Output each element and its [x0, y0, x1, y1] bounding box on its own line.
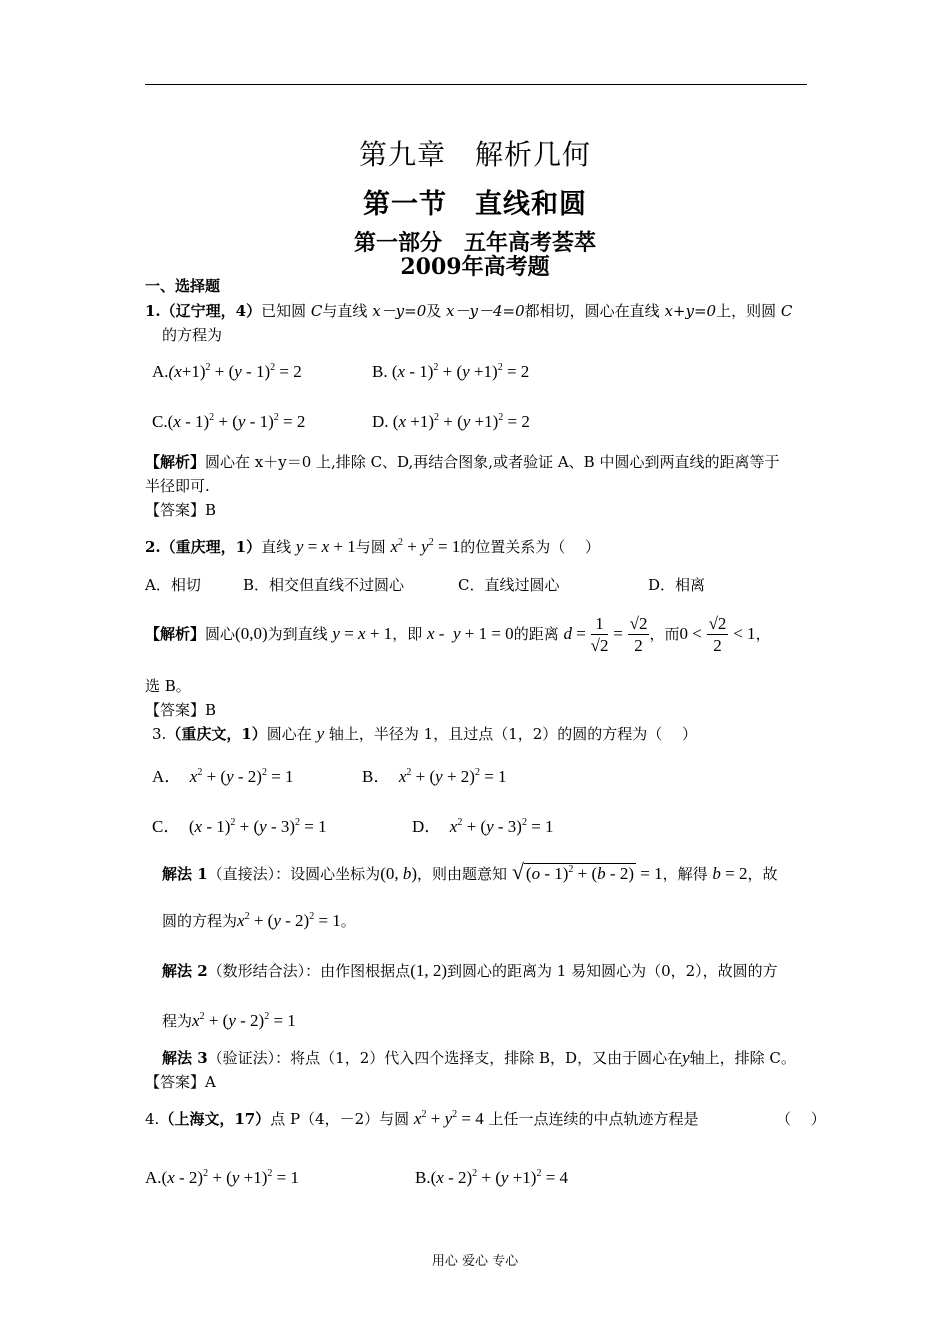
analysis-text: 为到直线 [267, 625, 328, 643]
q1-line-eq: x－y=0 [372, 302, 427, 320]
page-footer: 用心 爱心 专心 [431, 1254, 519, 1269]
q4-stem: 4.（上海文，17）点 P（4，－2）与圆 $x^2 + y^2 = 4$ 上任一点连续的中点轨迹方程是 [145, 1109, 699, 1128]
q1-option-b: B. $(x - 1)^2 + (y +1)^2 = 2$ [372, 362, 530, 381]
q3-var: y [316, 724, 325, 743]
q3-option-a: A． $x^2 + (y - 2)^2 = 1$ [152, 767, 294, 786]
q3-stem [152, 723, 697, 745]
q4-paren: （ ） [776, 1110, 826, 1128]
method-text: 。 [340, 912, 356, 930]
q2-frac-3: $\frac{√2}{2}$ [708, 613, 727, 655]
q2-option-d: D．相离 [648, 576, 706, 594]
q1-analysis-line1 [145, 451, 779, 473]
option-label: C． [152, 817, 181, 836]
method-text: 程为 [162, 1012, 193, 1030]
q2-frac-2: $\frac{√2}{2}$ [629, 613, 648, 655]
q4-number: 4. [145, 1110, 160, 1128]
q1-option-c: C.(x - 1)$^2$ + (y - 1)$^2$ = 2 [152, 412, 306, 431]
analysis-tag: 【解析】 [145, 625, 206, 643]
analysis-tag: 【解析】 [145, 453, 206, 471]
q1-text: 都相切，圆心在直线 [524, 302, 660, 320]
q4-option-b: $B.(x - 2)^2 + (y +1)^2 = 4$ [415, 1168, 569, 1187]
q3-number: 3. [152, 725, 167, 743]
q2-option-a: A．相切 [145, 576, 201, 594]
q1-text: 上，则圆 [716, 302, 777, 320]
q4-option-a: $A.(x - 2)^2 + (y +1)^2 = 1$ [145, 1168, 299, 1187]
analysis-text: 的距离 [513, 625, 559, 643]
q1-var: C [310, 302, 323, 320]
chapter-title: 第九章 解析几何 [358, 138, 591, 171]
q4-source: （上海文，17） [159, 1110, 271, 1128]
option-label: B. [372, 362, 388, 381]
method-text: （验证法）：将点（1，2）代入四个选择支，排除 B，D，又由于圆心在 [207, 1049, 683, 1067]
section-heading-choice: 一、选择题 [145, 277, 221, 295]
q2-text: 与圆 [355, 538, 386, 556]
q2-ineq: < 1 [733, 624, 756, 643]
q2-ineq: 0 < [679, 624, 702, 643]
q2-analysis: 【解析】圆心(0,0)为到直线 y = x + 1，即 x - y + 1 = 0的距离 d = $\frac{1}{√2}$ = $\frac{√2}{2}$ ，而0 < $\frac{√2}{2}$ < 1， [145, 613, 771, 655]
q1-stem-line2: 的方程为 [162, 326, 223, 344]
q2-option-c: C．直线过圆心 [458, 576, 560, 594]
q1-answer: 【答案】B [145, 501, 217, 519]
q2-frac-1: $\frac{1}{√2}$ [590, 613, 609, 655]
method-text: ，则由题意知 [417, 865, 508, 883]
q4-text: 点 P（4，－2）与圆 [270, 1110, 410, 1128]
q1-line-eq: x+y=0 [664, 302, 717, 320]
q3-answer: 【答案】A [145, 1073, 216, 1091]
q3-point: (1, 2) [410, 961, 448, 980]
q1-source: （辽宁理，4） [160, 302, 262, 320]
equals: = [613, 624, 623, 643]
q3-text: 圆心在 [266, 725, 312, 743]
q3-text: 轴上，半径为 1，且过点（1，2）的圆的方程为（ ） [328, 725, 698, 743]
header-rule [145, 84, 807, 85]
q4-text: 上任一点连续的中点轨迹方程是 [488, 1110, 699, 1128]
option-label: B. [415, 1168, 431, 1187]
analysis-text: 圆心在 x＋y＝0 上,排除 C、D,再结合图象,或者验证 A、B 中圆心到两直线的距离等于 [205, 453, 780, 471]
q3-option-c: C． (x - 1)$^2$ + (y - 3)$^2$ = 1 [152, 817, 327, 836]
option-label: D． [412, 817, 442, 836]
option-label: B． [362, 767, 391, 786]
method-tag: 解法 2 [162, 962, 208, 980]
q3-method2-line1 [162, 960, 778, 982]
q2-choose: 选 B。 [145, 677, 191, 695]
q3-var: y [682, 1048, 690, 1067]
method-text: （直接法）：设圆心坐标为 [207, 865, 381, 883]
option-label: C. [152, 412, 168, 431]
q1-text: 与直线 [322, 302, 368, 320]
year-title: 2009年高考题 [400, 254, 550, 280]
q3-option-d: D． $x^2 + (y - 3)^2 = 1$ [412, 817, 554, 836]
q1-line-eq: x－y－4=0 [446, 302, 525, 320]
part-title: 第一部分 五年高考荟萃 [353, 230, 596, 256]
analysis-text: 圆心 [205, 625, 236, 643]
q2-answer: 【答案】B [145, 701, 217, 719]
method-tag: 解法 1 [162, 865, 208, 883]
q1-text: 已知圆 [261, 302, 307, 320]
method-text: 到圆心的距离为 1 易知圆心为（0，2），故圆的方 [447, 962, 778, 980]
q2-source: （重庆理，1） [160, 538, 262, 556]
q1-analysis-line2: 半径即可. [145, 477, 210, 495]
method-text: ，故 [747, 865, 778, 883]
q3-source: （重庆文，1） [166, 725, 267, 743]
q2-stem: 2.（重庆理，1）直线 y = x + 1与圆 $x^2 + y^2 = 1$的位置关系为（ ） [145, 537, 601, 556]
analysis-text: ，而 [649, 625, 680, 643]
q3-method1-line1: 解法 1（直接法）：设圆心坐标为(0, b)，则由题意知 √ (o - 1)$^2$ + (b - 2) = 1，解得 b = 2，故 [162, 859, 778, 884]
q3-method1-line2: 圆的方程为$x^2 + (y - 2)^2 = 1$。 [162, 911, 356, 930]
method-text: ，解得 [662, 865, 708, 883]
q3-method2-line2: 程为$x^2 + (y - 2)^2 = 1$ [162, 1011, 296, 1030]
section-title: 第一节 直线和圆 [363, 189, 587, 220]
q3-method3 [162, 1047, 796, 1069]
option-label: A. [145, 1168, 162, 1187]
method-tag: 解法 3 [162, 1049, 208, 1067]
q2-number: 2. [145, 538, 161, 556]
q3-option-b: B． $x^2 + (y + 2)^2 = 1$ [362, 767, 507, 786]
q1-stem-line1 [145, 300, 792, 322]
option-label: A. [152, 362, 169, 381]
q1-option-a: $A.(x+1)^2 + (y - 1)^2 = 2$ [152, 362, 302, 381]
analysis-text: ， [755, 625, 771, 643]
q2-text: 的位置关系为（ ） [460, 538, 601, 556]
q1-option-d: D. $(x +1)^2 + (y +1)^2 = 2$ [372, 412, 530, 431]
q1-text: 及 [426, 302, 442, 320]
method-text: （数形结合法）：由作图根据点 [207, 962, 411, 980]
q1-var: C [780, 302, 793, 320]
q1-number: 1. [145, 302, 161, 320]
option-label: D. [372, 412, 389, 431]
option-label: A． [152, 767, 182, 786]
q2-option-b: B．相交但直线不过圆心 [243, 576, 405, 594]
method-text: 轴上，排除 C。 [689, 1049, 796, 1067]
analysis-text: ，即 [392, 625, 423, 643]
method-text: 圆的方程为 [162, 912, 238, 930]
q2-text: 直线 [261, 538, 292, 556]
q2-center: (0,0) [235, 624, 268, 643]
